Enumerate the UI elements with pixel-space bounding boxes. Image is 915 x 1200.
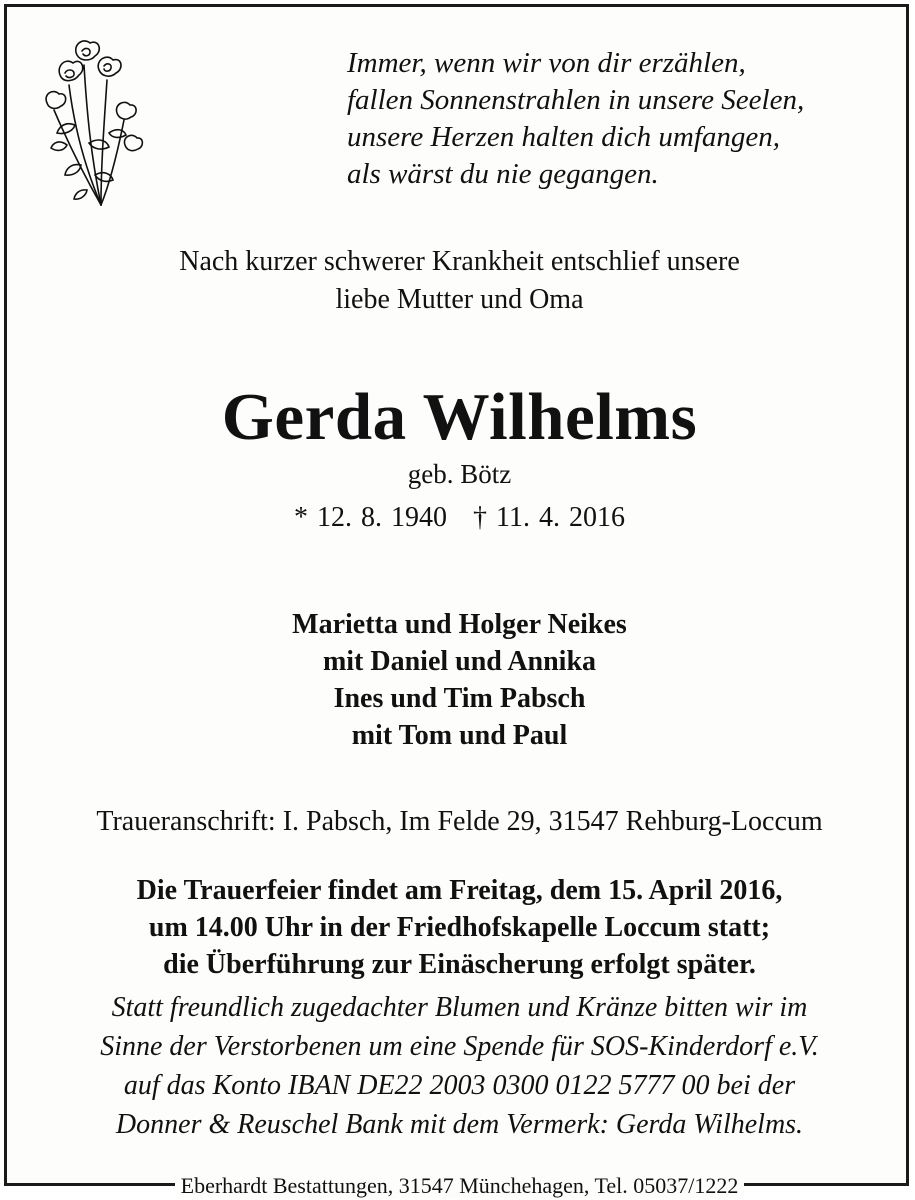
donation-line: Sinne der Verstorbenen um eine Spende für SOS-Kinderdorf e.V.	[100, 1031, 819, 1062]
poem-line: Immer, wenn wir von dir erzählen,	[347, 47, 746, 79]
mourner-line: mit Tom und Paul	[351, 720, 568, 751]
mourners-list	[7, 606, 912, 754]
death-date: † 11. 4. 2016	[473, 502, 625, 533]
deceased-name: Gerda Wilhelms	[221, 380, 698, 454]
funeral-notice	[7, 872, 912, 983]
undertaker-text: Eberhardt Bestattungen, 31547 Münchehagen, Tel. 05037/1222	[175, 1173, 745, 1198]
birth-name: geb. Bötz	[407, 459, 512, 489]
obituary-frame	[4, 4, 909, 1198]
donation-line: Statt freundlich zugedachter Blumen und Kränze bitten wir im	[111, 992, 808, 1023]
poem-line: als wärst du nie gegangen.	[347, 158, 659, 190]
roses-bouquet-icon	[29, 25, 149, 215]
poem-line: fallen Sonnenstrahlen in unsere Seelen,	[347, 84, 805, 116]
donation-request	[7, 988, 912, 1144]
mourner-line: mit Daniel und Annika	[322, 646, 597, 677]
donation-line: Donner & Reuschel Bank mit dem Vermerk: Gerda Wilhelms.	[115, 1109, 804, 1140]
mourner-line: Ines und Tim Pabsch	[333, 683, 586, 714]
funeral-line: um 14.00 Uhr in der Friedhofskapelle Loccum statt;	[148, 912, 771, 943]
mourning-address: Traueranschrift: I. Pabsch, Im Felde 29, 31547 Rehburg-Loccum	[96, 806, 823, 837]
poem	[347, 45, 887, 193]
birth-date: * 12. 8. 1940	[294, 502, 448, 533]
intro-text	[7, 243, 912, 319]
funeral-line: Die Trauerfeier findet am Freitag, dem 15. April 2016,	[136, 875, 783, 906]
intro-line: liebe Mutter und Oma	[335, 284, 584, 315]
mourner-line: Marietta und Holger Neikes	[292, 609, 627, 640]
funeral-line: die Überführung zur Einäscherung erfolgt später.	[163, 949, 756, 980]
undertaker-footer	[7, 1173, 912, 1199]
donation-line: auf das Konto IBAN DE22 2003 0300 0122 5777 00 bei der	[123, 1070, 796, 1101]
poem-line: unsere Herzen halten dich umfangen,	[347, 121, 781, 153]
life-dates	[7, 500, 912, 536]
intro-line: Nach kurzer schwerer Krankheit entschlief unsere	[179, 246, 740, 277]
